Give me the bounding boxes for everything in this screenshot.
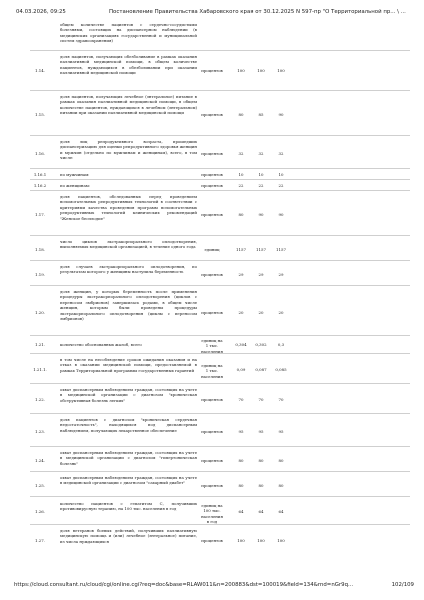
row-value-year-1: 20 bbox=[238, 310, 244, 315]
row-value-year-1: 22 bbox=[238, 183, 244, 188]
row-value-year-3: 10 bbox=[278, 172, 284, 177]
indicators-table bbox=[30, 21, 410, 550]
row-unit: процентов bbox=[201, 172, 223, 177]
row-description: доля женщин, у которых беременность после применения процедуры экстракорпорального оплодотворения (циклов с переносом эмбрионов) завершилась родами, в общем числе женщин, которым были проведены процедуры экстракорпорального оплодотворения (циклы с переносом эмбрионов) bbox=[60, 289, 197, 321]
row-unit: единиц на 1 тыс. населения bbox=[201, 363, 223, 379]
row-value-year-3: 32 bbox=[278, 151, 284, 156]
row-description: число циклов экстракорпорального оплодотворения, выполняемых медицинской организацией, в течение одного года bbox=[60, 239, 197, 250]
row-value-year-2: 95 bbox=[258, 429, 264, 434]
row-unit: процентов bbox=[201, 212, 223, 217]
table-row bbox=[30, 91, 410, 136]
row-unit: процентов bbox=[201, 112, 223, 117]
row-value-year-1: 32 bbox=[238, 151, 244, 156]
row-unit: процентов bbox=[201, 272, 223, 277]
row-value-year-1: 80 bbox=[238, 483, 244, 488]
page-number: 102/109 bbox=[391, 582, 414, 588]
row-value-year-1: 100 bbox=[237, 68, 245, 73]
source-url: https://cloud.consultant.ru/cloud/cgi/online.cgi?req=doc&base=RLAW011&n=200883&dst=100019&field=134&rnd=nGr9q... bbox=[14, 582, 354, 588]
table-row bbox=[30, 21, 410, 51]
row-value-year-1: 100 bbox=[237, 538, 245, 543]
table-row bbox=[30, 525, 410, 550]
row-number: 1.21.1. bbox=[33, 367, 47, 372]
row-value-year-1: 70 bbox=[238, 397, 244, 402]
row-unit: единиц на 1 тыс. населения bbox=[201, 338, 223, 354]
row-value-year-3: 80 bbox=[278, 458, 284, 463]
row-number: 1.16.1 bbox=[33, 172, 47, 177]
row-value-year-3: 29 bbox=[278, 272, 284, 277]
row-value-year-1: 80 bbox=[238, 458, 244, 463]
row-value-year-2: 80 bbox=[258, 458, 264, 463]
row-value-year-2: 64 bbox=[258, 509, 264, 514]
row-value-year-2: 20 bbox=[258, 310, 264, 315]
row-value-year-2: 70 bbox=[258, 397, 264, 402]
row-value-year-2: 85 bbox=[258, 112, 264, 117]
row-description: количество обоснованных жалоб, всего bbox=[60, 342, 142, 347]
row-description: доля случаев экстракорпорального оплодотворения, по результатам которого у женщины наступила беременность bbox=[60, 264, 197, 275]
print-date: 04.03.2026, 09:25 bbox=[16, 9, 66, 15]
row-unit: процентов bbox=[201, 429, 223, 434]
row-number: 1.18. bbox=[35, 247, 45, 252]
row-number: 1.16.2 bbox=[33, 183, 47, 188]
row-value-year-2: 32 bbox=[258, 151, 264, 156]
row-description: охват диспансерным наблюдением граждан, состоящих на учете в медицинской организации с диагнозом "гипертоническая болезнь" bbox=[60, 450, 197, 466]
row-description: в том числе на несоблюдение сроков ожидания оказания и на отказ в оказании медицинской помощи, предоставляемой в рамках Территориальной программы государственных гарантий bbox=[60, 357, 197, 373]
row-value-year-2: 80 bbox=[258, 483, 264, 488]
row-number: 1.19. bbox=[35, 272, 45, 277]
row-value-year-3: 90 bbox=[278, 112, 284, 117]
row-value-year-1: 64 bbox=[238, 509, 244, 514]
row-number: 1.23. bbox=[35, 429, 45, 434]
row-value-year-1: 0,304 bbox=[235, 342, 247, 347]
page-header bbox=[16, 9, 414, 19]
table-row bbox=[30, 191, 410, 236]
row-value-year-2: 90 bbox=[258, 212, 264, 217]
table-row bbox=[30, 261, 410, 286]
table-row bbox=[30, 447, 410, 472]
row-value-year-2: 22 bbox=[258, 183, 264, 188]
row-unit: процентов bbox=[201, 310, 223, 315]
row-description: доля пациентов, получающих лечебное (энтеральное) питание в рамках оказания паллиативной медицинской помощи, в общем количестве пациентов, нуждающихся в лечебном (энтеральном) питании при оказании паллиативной медицинской помощи bbox=[60, 94, 197, 116]
row-unit: единиц на 100 тыс. населения в год bbox=[201, 503, 223, 525]
row-number: 1.16. bbox=[35, 151, 45, 156]
row-unit: процентов bbox=[201, 397, 223, 402]
row-unit: единиц bbox=[204, 247, 220, 252]
table-row bbox=[30, 414, 410, 447]
row-description: доля пациентов, получающих обезболивание в рамках оказания паллиативной медицинской помощи, в общем количестве пациентов, нуждающихся в обезболивании при оказании паллиативной медицинской помощи bbox=[60, 54, 197, 76]
row-description: количество пациентов с гепатитом С, получивших противовирусную терапию, на 100 тыс. населения в год bbox=[60, 501, 197, 512]
table-row bbox=[30, 336, 410, 354]
row-number: 1.27. bbox=[35, 538, 45, 543]
row-number: 1.20. bbox=[35, 310, 45, 315]
row-number: 1.24. bbox=[35, 458, 45, 463]
table-row bbox=[30, 236, 410, 261]
row-value-year-2: 100 bbox=[257, 538, 265, 543]
table-row bbox=[30, 354, 410, 384]
row-unit: процентов bbox=[201, 183, 223, 188]
row-unit: процентов bbox=[201, 483, 223, 488]
table-row bbox=[30, 180, 410, 191]
row-description: доля лиц репродуктивного возраста, прошедших диспансеризацию для оценки репродуктивного здоровья женщин и мужчин (отдельно по мужчинам и женщинам), всего, в том числе: bbox=[60, 139, 197, 161]
row-value-year-3: 90 bbox=[278, 212, 284, 217]
row-number: 1.22. bbox=[35, 397, 45, 402]
row-value-year-1: 0,09 bbox=[236, 367, 246, 372]
row-value-year-3: 100 bbox=[277, 68, 285, 73]
row-value-year-3: 0,085 bbox=[275, 367, 287, 372]
row-number: 1.17. bbox=[35, 212, 45, 217]
row-unit: процентов bbox=[201, 151, 223, 156]
row-value-year-1: 10 bbox=[238, 172, 244, 177]
table-row bbox=[30, 136, 410, 169]
row-number: 1.15. bbox=[35, 112, 45, 117]
row-value-year-3: 0,3 bbox=[277, 342, 285, 347]
row-value-year-1: 80 bbox=[238, 212, 244, 217]
row-unit: процентов bbox=[201, 538, 223, 543]
row-value-year-3: 64 bbox=[278, 509, 284, 514]
row-description: общем количестве пациентов с сердечно-сосудистыми болезнями, состоящих на диспансерном наблюдении (в медицинских организациях государственной и муниципальной систем здравоохранения) bbox=[60, 22, 197, 44]
row-description: по мужчинам: bbox=[60, 172, 90, 177]
row-number: 1.14. bbox=[35, 68, 45, 73]
row-value-year-2: 10 bbox=[258, 172, 264, 177]
row-value-year-3: 95 bbox=[278, 429, 284, 434]
table-row bbox=[30, 384, 410, 414]
row-value-year-3: 22 bbox=[278, 183, 284, 188]
row-value-year-3: 1157 bbox=[276, 247, 286, 252]
row-number: 1.25. bbox=[35, 483, 45, 488]
row-value-year-1: 95 bbox=[238, 429, 244, 434]
row-description: доля пациентов, обследованных перед проведением вспомогательных репродуктивных технологий в соответствии с критериями качества проведения программ вспомогательных репродуктивных технологий клинических рекомендаций "Женское бесплодие" bbox=[60, 194, 197, 221]
row-description: доля пациентов с диагнозом "хроническая сердечная недостаточность", находящихся под диспансерным наблюдением, получающих лекарственное обеспечение bbox=[60, 417, 197, 433]
row-description: охват диспансерным наблюдением граждан, состоящих на учете в медицинской организации с диагнозом "хроническая обструктивная болезнь легких" bbox=[60, 387, 197, 403]
page-footer bbox=[14, 582, 414, 592]
row-description: доля ветеранов боевых действий, получивших паллиативную медицинскую помощь и (или) лечебное (энтеральное) питание, из числа нуждающихся bbox=[60, 528, 197, 544]
row-value-year-1: 29 bbox=[238, 272, 244, 277]
row-value-year-2: 29 bbox=[258, 272, 264, 277]
table-row bbox=[30, 51, 410, 91]
row-value-year-2: 0,302 bbox=[255, 342, 267, 347]
row-unit: процентов bbox=[201, 68, 223, 73]
row-unit: процентов bbox=[201, 458, 223, 463]
row-value-year-3: 100 bbox=[277, 538, 285, 543]
row-description: охват диспансерным наблюдением граждан, состоящих на учете в медицинской организации с диагнозом "сахарный диабет" bbox=[60, 475, 197, 486]
row-value-year-3: 70 bbox=[278, 397, 284, 402]
table-row bbox=[30, 169, 410, 180]
row-value-year-3: 20 bbox=[278, 310, 284, 315]
document-title: Постановление Правительства Хабаровского края от 30.12.2025 N 597-пр "О Территориальной пр... \ ... bbox=[109, 9, 406, 15]
row-description: по женщинам: bbox=[60, 183, 91, 188]
table-row bbox=[30, 286, 410, 336]
row-number: 1.21. bbox=[35, 342, 45, 347]
row-number: 1.26. bbox=[35, 509, 45, 514]
row-value-year-3: 80 bbox=[278, 483, 284, 488]
row-value-year-1: 80 bbox=[238, 112, 244, 117]
row-value-year-2: 100 bbox=[257, 68, 265, 73]
row-value-year-2: 0,087 bbox=[255, 367, 267, 372]
table-row bbox=[30, 497, 410, 525]
row-value-year-1: 1157 bbox=[236, 247, 246, 252]
row-value-year-2: 1157 bbox=[256, 247, 266, 252]
table-row bbox=[30, 472, 410, 497]
